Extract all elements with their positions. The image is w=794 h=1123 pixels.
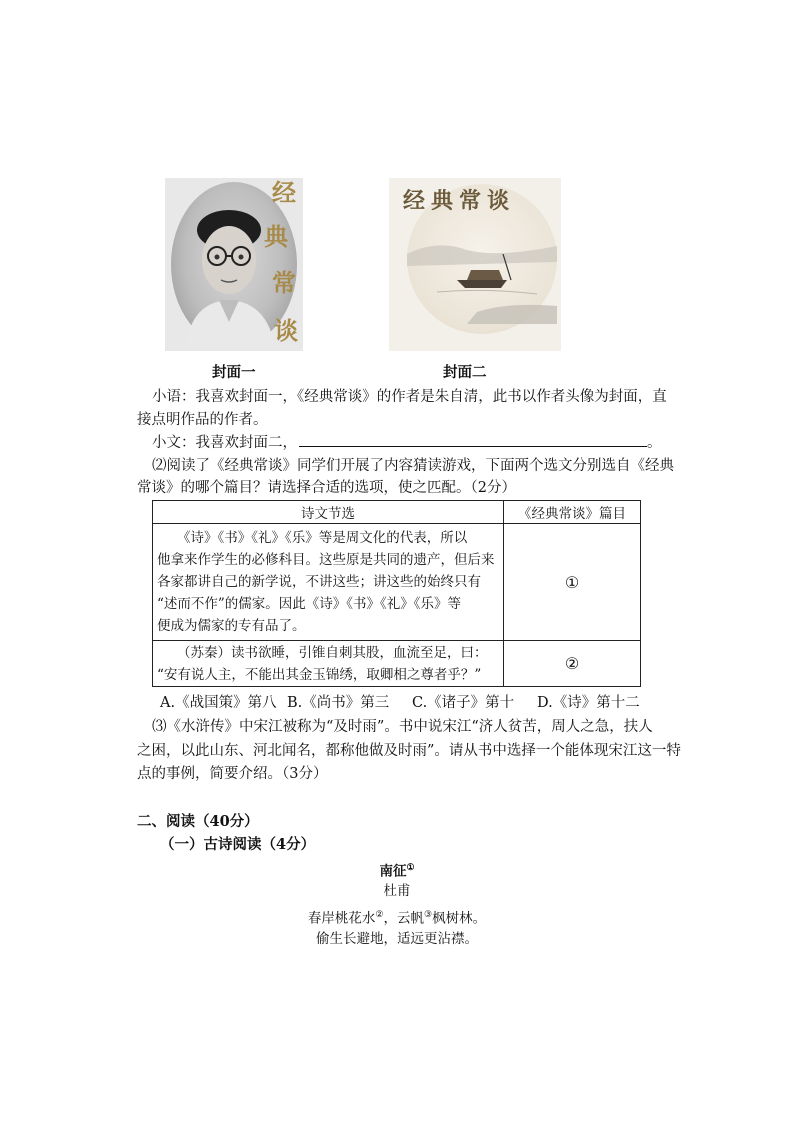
q3-line-3: 点的事例，简要介绍。（3分） [137, 766, 328, 782]
option-c: C.《诸子》第十 [412, 695, 515, 711]
cover-image-2 [389, 178, 561, 351]
option-a: A.《战国策》第八 [160, 695, 277, 711]
answer-cell-2[interactable]: ② [504, 641, 641, 687]
caption-cover-1: 封面一 [212, 364, 256, 381]
excerpt-1-line: 他拿来作学生的必修科目。这些原是共同的遗产，但后来 [157, 552, 495, 568]
poem-note-3: ③ [424, 910, 433, 920]
table-header-right: 《经典常谈》篇目 [504, 501, 641, 524]
excerpt-1-line: “述而不作”的儒家。因此《诗》《书》《礼》《乐》等 [157, 596, 462, 612]
answer-cell-1[interactable]: ① [504, 524, 641, 641]
cover1-char-3: 常 [272, 268, 296, 297]
excerpt-1 [153, 524, 504, 641]
table-row [153, 641, 641, 687]
cover1-char-1: 经 [272, 178, 296, 207]
xiaowen-prefix: 小文：我喜欢封面二， [152, 435, 297, 451]
answer-blank[interactable] [299, 432, 647, 447]
table-header-left: 诗文节选 [153, 501, 504, 524]
xiaoyu-line-2: 接点明作品的作者。 [137, 412, 268, 428]
section-2-title: 二、阅读（40分） [137, 813, 259, 830]
excerpt-2-line: （苏秦）读书欲睡，引锥自刺其股，血流至足，曰： [177, 644, 488, 661]
poem-line-2: 偷生长避地，适远更沾襟。 [316, 931, 478, 947]
poem-title-note: ① [406, 863, 415, 873]
cover2-title: 经典常谈 [403, 188, 516, 214]
excerpt-1-line: 各家都讲自己的新学说，不讲这些；讲这些的始终只有 [157, 574, 481, 590]
poem-author: 杜甫 [383, 883, 411, 899]
poem-title [0, 857, 794, 883]
section-2-subtitle: （一）古诗阅读（4分） [160, 836, 316, 853]
poem-note-2: ② [375, 910, 384, 920]
table-header-row [153, 501, 641, 524]
cover1-char-2: 典 [264, 222, 288, 251]
q2-line-2: 常谈》的哪个篇目？请选择合适的选项，使之匹配。（2分） [137, 480, 516, 496]
poem-line-1-b: ，云帆 [383, 910, 424, 927]
excerpt-2 [153, 641, 504, 687]
poem-line-1-a: 春岸桃花水 [307, 910, 376, 927]
cover-image-1 [165, 178, 303, 351]
xiaowen-line [152, 432, 662, 454]
option-d: D.《诗》第十二 [537, 695, 640, 711]
table-row [153, 524, 641, 641]
xiaowen-suffix: 。 [647, 435, 662, 451]
caption-cover-2: 封面二 [443, 364, 487, 381]
option-b: B.《尚书》第三 [287, 695, 390, 711]
q2-line-1: ⑵阅读了《经典常谈》同学们开展了内容猜读游戏，下面两个选文分别选自《经典 [152, 458, 674, 474]
q3-line-1: ⑶《水浒传》中宋江被称为“及时雨”。书中说宋江“济人贫苦，周人之急，扶人 [152, 719, 653, 735]
excerpt-2-line: “安有说人主，不能出其金玉锦绣，取卿相之尊者乎？” [157, 666, 482, 683]
poem-line-1 [0, 904, 794, 930]
q3-line-2: 之困，以此山东、河北闻名，都称他做及时雨”。请从书中选择一个能体现宋江这一特 [137, 743, 681, 759]
poem-title-text: 南征 [379, 863, 407, 880]
excerpt-1-line: 《诗》《书》《礼》《乐》等是周文化的代表，所以 [177, 530, 468, 546]
cover1-char-4: 谈 [274, 316, 298, 345]
matching-table [152, 500, 641, 687]
excerpt-1-line: 便成为儒家的专有品了。 [157, 618, 306, 634]
poem-line-1-c: 枫树林。 [432, 910, 487, 927]
xiaoyu-line-1: 小语：我喜欢封面一，《经典常谈》的作者是朱自清，此书以作者头像为封面，直 [152, 389, 667, 405]
